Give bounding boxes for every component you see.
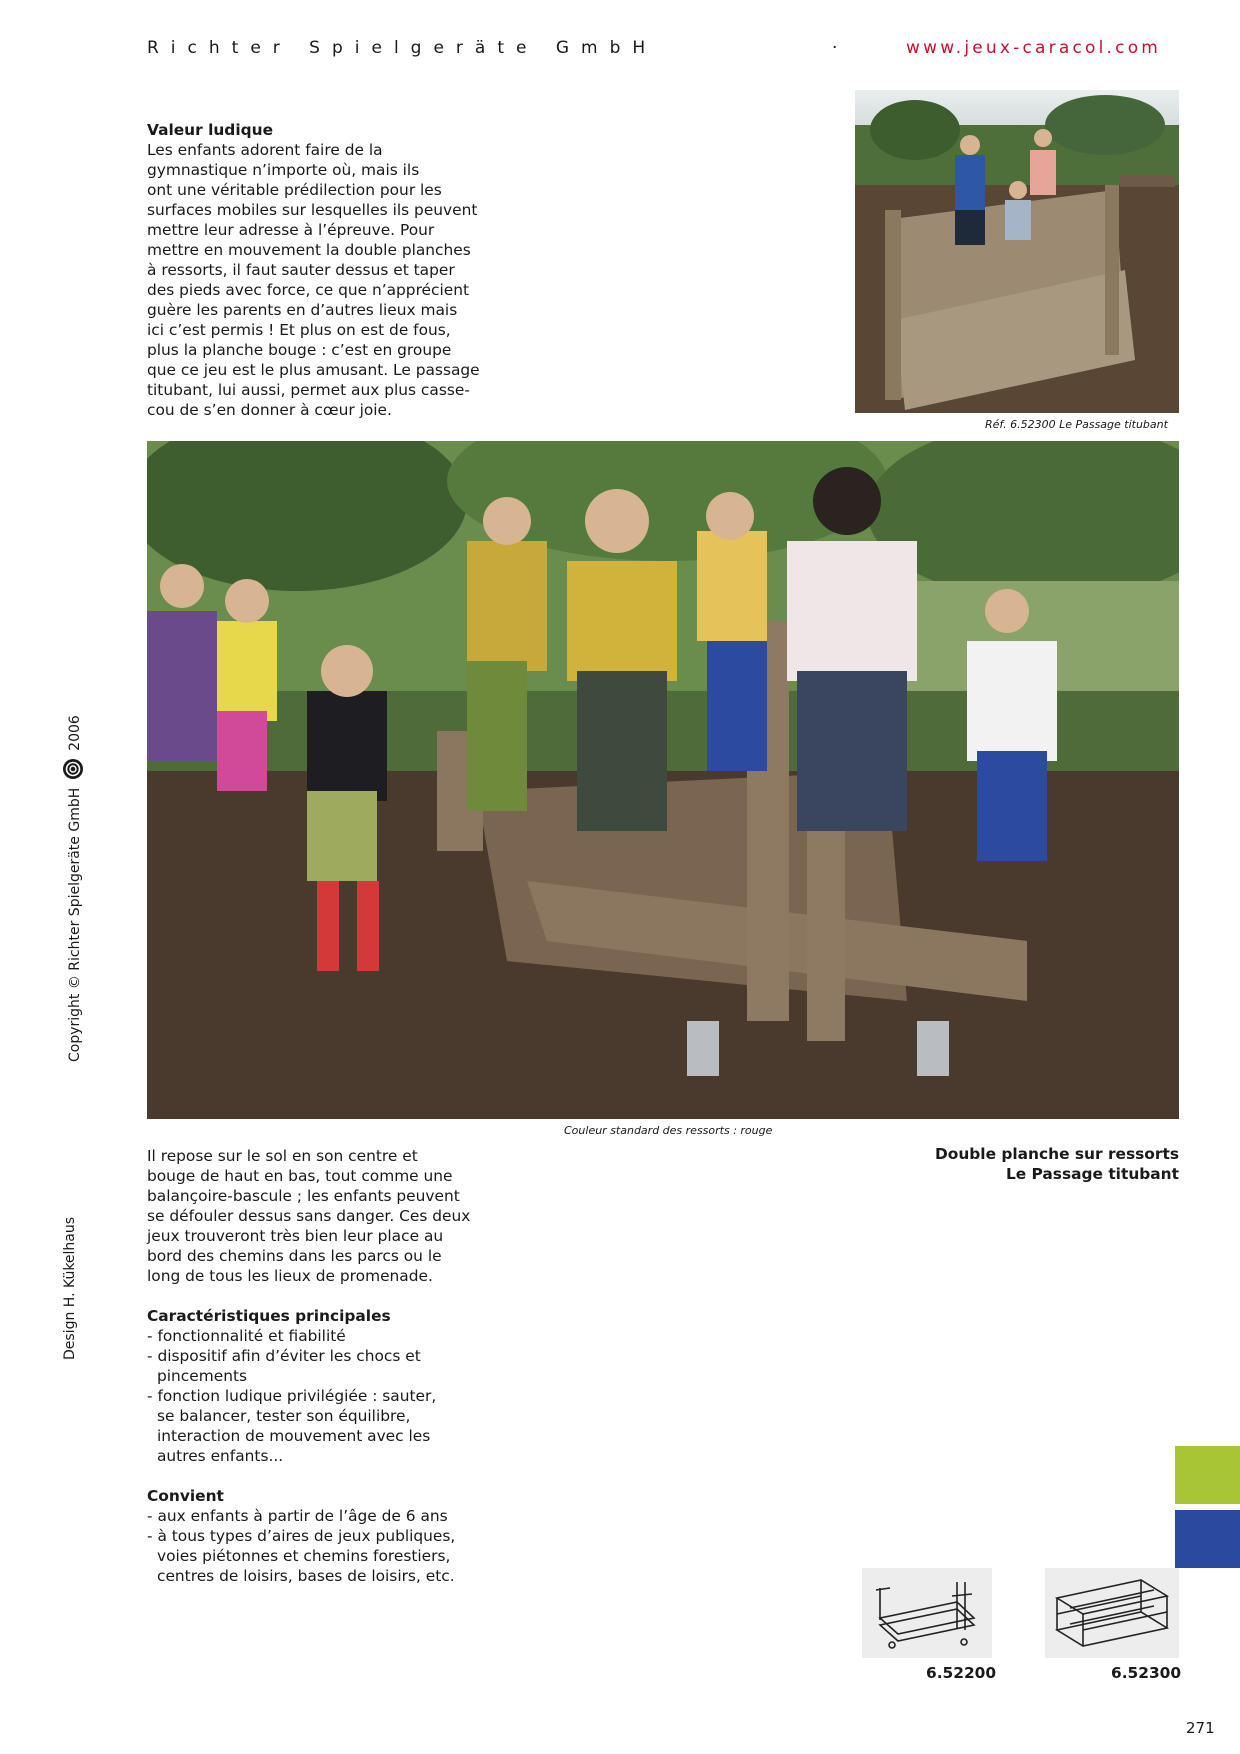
- intro-section: [147, 120, 487, 420]
- product-code: 6.52300: [1111, 1664, 1182, 1682]
- photo-double-planche: [147, 441, 1179, 1119]
- intro-line: des pieds avec force, ce que n’apprécient: [147, 281, 470, 299]
- product-thumb-6-52200: [862, 1568, 992, 1658]
- suitable-item: [147, 1526, 507, 1586]
- suitable-line: - à tous types d’aires de jeux publiques,: [147, 1527, 456, 1545]
- header-url-link[interactable]: www.jeux-caracol.com: [906, 38, 1162, 58]
- feature-line: pincements: [157, 1367, 247, 1385]
- intro-line: guère les parents en d’autres lieux mais: [147, 301, 458, 319]
- product-title: [840, 1144, 1179, 1184]
- suitable-heading: Convient: [147, 1487, 224, 1505]
- intro-line: ici c’est permis ! Et plus on est de fous,: [147, 321, 451, 339]
- caracol-logo-icon: [62, 758, 88, 780]
- description-line: balançoire-bascule ; les enfants peuvent: [147, 1187, 460, 1205]
- copyright-text: Copyright © Richter Spielgeräte GmbH: [67, 787, 83, 1062]
- features-list: [147, 1326, 507, 1466]
- header-company: Richter Spielgeräte GmbH: [147, 38, 658, 58]
- feature-line: - fonction ludique privilégiée : sauter,: [147, 1387, 437, 1405]
- double-plank-drawing-icon: [862, 1568, 992, 1658]
- description-line: jeux trouveront très bien leur place au: [147, 1227, 444, 1245]
- features-heading: Caractéristiques principales: [147, 1307, 391, 1325]
- intro-line: titubant, lui aussi, permet aux plus casse-: [147, 381, 470, 399]
- intro-line: à ressorts, il faut sauter dessus et taper: [147, 261, 455, 279]
- suitable-line: - aux enfants à partir de l’âge de 6 ans: [147, 1507, 448, 1525]
- copyright-year: 2006: [67, 715, 83, 751]
- product-thumb-6-52300: [1045, 1568, 1179, 1658]
- description-line: Il repose sur le sol en son centre et: [147, 1147, 418, 1165]
- description-line: bouge de haut en bas, tout comme une: [147, 1167, 453, 1185]
- feature-line: se balancer, tester son équilibre,: [157, 1407, 411, 1425]
- feature-line: interaction de mouvement avec les: [157, 1427, 431, 1445]
- page-number: 271: [1186, 1719, 1215, 1737]
- photo-small-caption: Réf. 6.52300 Le Passage titubant: [985, 418, 1168, 431]
- intro-line: mettre en mouvement la double planches: [147, 241, 471, 259]
- passage-drawing-icon: [1045, 1568, 1179, 1658]
- description-line: long de tous les lieux de promenade.: [147, 1267, 433, 1285]
- feature-line: - fonctionnalité et fiabilité: [147, 1327, 346, 1345]
- photo-large-caption: Couleur standard des ressorts : rouge: [564, 1124, 773, 1137]
- color-tab-green: [1175, 1446, 1240, 1504]
- feature-item: [147, 1326, 507, 1346]
- suitable-line: centres de loisirs, bases de loisirs, etc.: [157, 1567, 455, 1585]
- intro-line: gymnastique n’importe où, mais ils: [147, 161, 420, 179]
- feature-line: autres enfants...: [157, 1447, 284, 1465]
- design-credit: Design H. Kükelhaus: [62, 1216, 78, 1360]
- suitable-list: [147, 1506, 507, 1586]
- intro-heading: Valeur ludique: [147, 121, 274, 139]
- description-line: bord des chemins dans les parcs ou le: [147, 1247, 442, 1265]
- intro-line: que ce jeu est le plus amusant. Le passage: [147, 361, 480, 379]
- product-code: 6.52200: [926, 1664, 997, 1682]
- details-section: [147, 1146, 507, 1586]
- description-line: se défouler dessus sans danger. Ces deux: [147, 1207, 471, 1225]
- copyright-vertical: [62, 715, 88, 1062]
- feature-item: [147, 1386, 507, 1466]
- product-title-line1: Double planche sur ressorts: [934, 1145, 1179, 1163]
- intro-line: Les enfants adorent faire de la: [147, 141, 383, 159]
- feature-item: [147, 1346, 507, 1386]
- header-separator: ·: [832, 38, 838, 58]
- intro-line: mettre leur adresse à l’épreuve. Pour: [147, 221, 435, 239]
- product-title-line2: Le Passage titubant: [1005, 1165, 1179, 1183]
- intro-line: ont une véritable prédilection pour les: [147, 181, 442, 199]
- suitable-item: [147, 1506, 507, 1526]
- description-paragraph: [147, 1146, 507, 1286]
- intro-line: cou de s’en donner à cœur joie.: [147, 401, 392, 419]
- photo-passage-titubant: [855, 90, 1179, 413]
- color-tab-blue: [1175, 1510, 1240, 1568]
- intro-paragraph: [147, 140, 487, 420]
- feature-line: - dispositif afin d’éviter les chocs et: [147, 1347, 421, 1365]
- intro-line: plus la planche bouge : c’est en groupe: [147, 341, 452, 359]
- suitable-line: voies piétonnes et chemins forestiers,: [157, 1547, 451, 1565]
- intro-line: surfaces mobiles sur lesquelles ils peuvent: [147, 201, 478, 219]
